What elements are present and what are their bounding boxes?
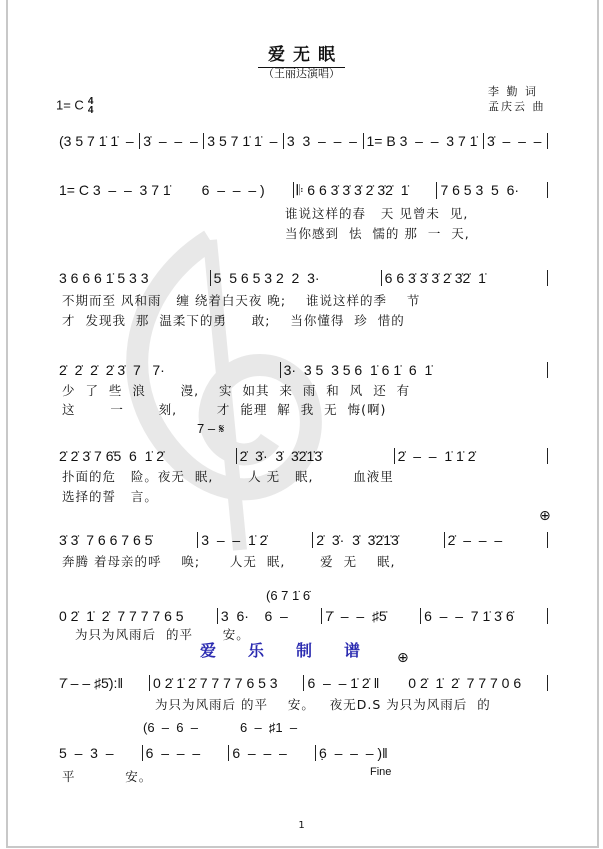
staff-row-6 xyxy=(56,530,548,550)
lyrics-verse-2: 这 一 刻, 才 能理 解 我 无 悔(啊) xyxy=(62,402,387,417)
lyrics-verse-1: 少 了 些 浪 漫, 实 如其 来 雨 和 风 还 有 xyxy=(62,383,411,398)
measure: 0 2̇ 1̇ 2̇ 7 7 7 7 6 5 3 xyxy=(150,675,304,691)
lyrics-verse-1: 为只为风雨后 的平 安。 xyxy=(75,627,250,642)
measure: 2̇ – – 1̇ 1̇ 2̇ xyxy=(395,448,548,464)
measure: 3 5 7 1̇ 1̇ – xyxy=(204,133,284,149)
measure: 6 – – – xyxy=(143,745,230,761)
coda-icon: ⊕ xyxy=(397,650,409,666)
lyrics-verse-1: 平 安。 xyxy=(62,769,153,784)
segno-icon: 𝄋 xyxy=(218,421,225,436)
measure: 6 6 3̇ 3̇ 3̇ 2̇ 3̇2̇ 1̇ xyxy=(382,270,548,286)
page-number: 1 xyxy=(298,820,305,831)
measure: 2̇ 3̇· 3̇ 3̇2̇1̇3̇ xyxy=(237,448,395,464)
staff-row-5 xyxy=(56,446,548,466)
instrumental-notes: 6 – ♯1 – xyxy=(240,720,298,735)
measure: 7 6 5 3 5 6· xyxy=(437,182,548,198)
song-title: 爱无眠 xyxy=(0,40,603,65)
singer-subtitle: （王丽达演唱） xyxy=(263,67,340,80)
instrumental-notes: (6 – 6 – xyxy=(143,720,198,735)
measure: 𝄆 6 6 3̇ 3̇ 3̇ 2̇ 3̇2̇ 1̇ xyxy=(294,182,438,199)
measure: 1= B 3 – – 3 7 1̇ xyxy=(364,133,484,149)
alternate-ending-note: 7 – 𝄋 xyxy=(197,421,225,436)
composer: 孟庆云 曲 xyxy=(488,100,546,113)
key-signature: 1= C 4 4 xyxy=(56,96,94,116)
measure: 2̇ 2̇ 2̇ 2̇ 3̇ 7 7· xyxy=(56,362,281,378)
measure: 3· 3 5 3 5 6 1̇ 6 1̇ 6 1̇ xyxy=(281,362,548,378)
measure: 0 2̇ 1̇ 2̇ 7 7 7 0 6 xyxy=(405,675,548,691)
measure: 5 5 6 5 3 2 2 3· xyxy=(211,270,382,286)
measure: 3̇ – – – xyxy=(484,133,548,149)
coda-icon: ⊕ xyxy=(539,508,551,524)
measure: 3 3 – – – xyxy=(284,133,364,149)
lyrics-verse-1: 奔腾 着母亲的呼 唤; 人无 眠, 爱 无 眠, xyxy=(62,554,396,569)
measure: 7̇ – – ♯5̇):‖ xyxy=(56,675,150,691)
measure: 1= C 3 – – 3 7 1̇ xyxy=(59,182,171,198)
measure: 6̣ – – – )‖ xyxy=(319,745,388,761)
measure: 6 – – 7 1̇ 3̇ 6̇ xyxy=(421,608,548,624)
lyrics-verse-1: 为只为风雨后 的平 安。 夜无D.S 为只为风雨后 的 xyxy=(155,697,491,712)
staff-row-9 xyxy=(56,743,416,763)
measure: 2̇ 3̇· 3̇ 3̇2̇1̇3̇ xyxy=(313,532,444,548)
measure: 3̇ – – – xyxy=(140,133,204,149)
staff-row-8 xyxy=(56,673,548,693)
measure: (3 5 7 1̇ 1̇ – xyxy=(56,133,140,149)
measure: 2̇ 2̇ 3̇ 7 6̇5 6 1̇ 2̇ xyxy=(56,448,237,464)
measure: 0 2̇ 1̇ 2̇ 7 7 7 7 6 5 xyxy=(56,608,218,624)
measure: 5 – 3 – xyxy=(56,745,143,761)
measure: 2̇ – – – xyxy=(445,532,548,548)
measure: 3 6· 6 – xyxy=(218,608,322,624)
measure: 6 – – – xyxy=(229,745,316,761)
fine-marking: Fine xyxy=(370,766,392,778)
arranger-watermark: 爱乐制谱 xyxy=(200,641,393,660)
staff-row-7 xyxy=(56,606,548,626)
lyrics-verse-1: 扑面的危 险。夜无 眠, 人 无 眠, 血液里 xyxy=(62,469,394,484)
time-signature: 4 4 xyxy=(87,96,94,116)
measure: 6 – – 1̇ 2̇ ‖ xyxy=(307,675,380,691)
staff-row-2 xyxy=(56,180,548,200)
measure: 3 – – 1̇ 2̇ xyxy=(198,532,313,548)
instrumental-notes: (6 7 1̇ 6̇ xyxy=(266,588,311,603)
measure: 3 6 6 6 1̇ 5 3 3 xyxy=(56,270,211,286)
staff-row-4 xyxy=(56,360,548,380)
staff-row-1 xyxy=(56,131,548,151)
lyrics-verse-2: 当你感到 怯 懦的 那 一 天, xyxy=(285,226,470,241)
lyrics-verse-2: 选择的誓 言。 xyxy=(62,489,158,504)
measure: 3̇ 3̇ 7 6 6 7 6 5̇ xyxy=(56,532,198,548)
lyrics-verse-1: 谁说这样的春 天 见曾未 见, xyxy=(285,206,469,221)
lyrics-verse-2: 才 发现我 那 温柔下的勇 敢; 当你懂得 珍 惜的 xyxy=(62,313,405,328)
lyricist: 李 勤 词 xyxy=(488,85,538,98)
lyrics-verse-1: 不期而至 风和雨 缠 绕着白天夜 晚; 谁说这样的季 节 xyxy=(62,293,421,308)
staff-row-3 xyxy=(56,268,548,288)
measure: 6 – – – ) xyxy=(199,182,294,198)
measure: 7̇ – – ♯5̇ xyxy=(322,608,421,624)
